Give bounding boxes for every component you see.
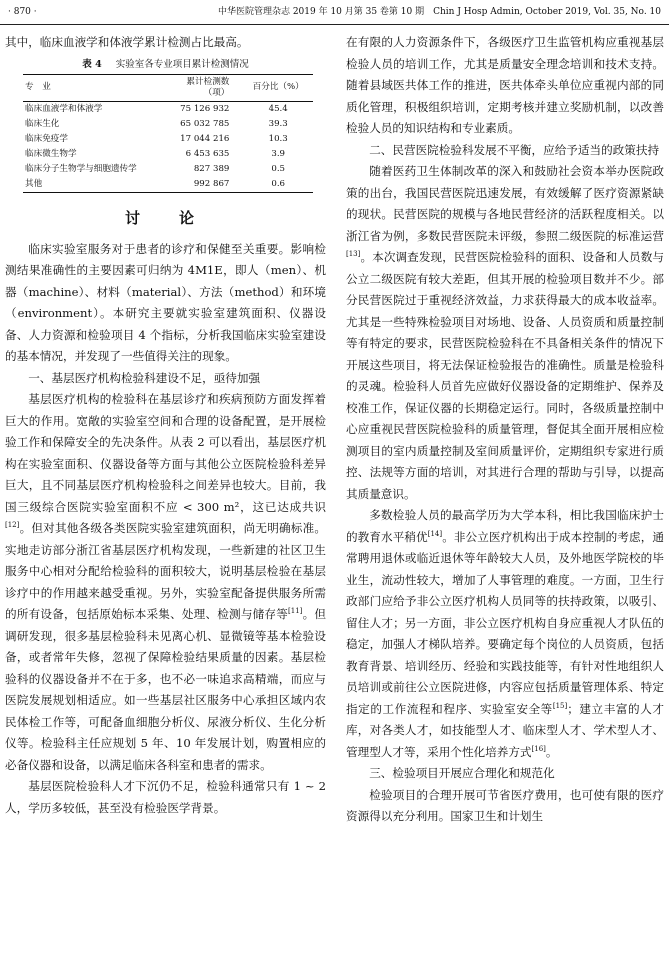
table-header-row [23,74,313,101]
paragraph-primary-care [5,389,326,776]
table-row [23,162,313,177]
table-row [23,117,313,132]
text-run: 。但对其他各级各类医院实验室建筑面积，尚无明确标准。实地走访部分浙江省基层医疗机构发现，一些新建的社区卫生服务中心相对分配给检验科的面积较大，说明基层检验在基层诊疗中的作用越来越受重视。另外，实验室配备提供服务所需的所有设备，包括原始标本采集、处理、检测与储存等 [5,521,326,621]
table-title: 实验室各专业项目累计检测情况 [115,58,249,70]
text-run: 。 [545,744,558,759]
table-cell: 39.3 [268,118,288,129]
table-cell: 0.5 [271,163,286,174]
text-run: 。非公立医疗机构出于成本控制的考虑，通常聘用退休或临近退休等年龄较大人员，及外地医学院校的毕业生，流动性较大，增加了人事管理的难度。一方面，卫生行政部门应给予非公立医疗机构人员同等的扶持政策，以吸引、留住人才；另一方面，非公立医疗机构自身应重视人才队伍的稳定，加强人才梯队培养。要确定每个岗位的人员资质，包括教育背景、培训经历、经验和实践技能等，有针对性地组织人员培训或前往公立医院进修，内容应包括质量管理体系、特定指定的工作流程和程序、实验室安全等 [346,529,664,716]
table-cell: 临床免疫学 [25,133,68,144]
table-label: 表 4 [82,58,102,70]
table-row [23,132,313,147]
page-header [0,0,669,25]
table-cell: 75 126 932 [180,103,230,114]
intro-paragraph: 其中，临床血液学和体液学累计检测占比最高。 [5,35,249,49]
text-run: ；建立丰富的人才库，对各类人才，如技能型人才、临床型人才、学术型人才、管理型人才等，采用个性化培养方式 [346,701,664,759]
table-cell: 45.4 [268,103,288,114]
subheading-3: 三、检验项目开展应合理化和规范化 [369,766,555,780]
paragraph-education [346,505,664,763]
section-title: 讨 论 [124,208,206,227]
table-cell: 0.6 [271,178,286,189]
table-cell: 992 867 [193,178,230,189]
citation-ref: [12] [5,521,20,530]
left-column [5,32,326,819]
citation-ref: [13] [346,250,361,259]
discussion-paragraph: 临床实验室服务对于患者的诊疗和保健至关重要。影响检测结果准确性的主要因素可归纳为 4M1E，即人（men）、机器（machine）、材料（material）、方法（method）和环境（environment）。本研究主要就实验室建筑面积、仪器设备、人力资源和检验项目 4 个指标，分析我国临床实验室建设的基本情况，并发现了一些值得关注的现象。 [5,241,326,363]
text-run: 随着医药卫生体制改革的深入和鼓励社会资本举办医院政策的出台，我国民营医院迅速发展，有效缓解了医疗资源紧缺的现状。民营医院的规模与各地民营经济的活跃程度相关。以浙江省为例，多数民营医院未评级，参照二级医院的标准运营 [346,164,664,243]
table-cell: 3.9 [271,148,286,159]
table-cell: 临床分子生物学与细胞遗传学 [25,163,137,174]
specialty-table [23,74,313,193]
table-cell: 6 453 635 [185,148,230,159]
citation-ref: [11] [288,607,303,616]
text-run: 基层医疗机构的检验科在基层诊疗和疾病预防方面发挥着巨大的作用。宽敞的实验室空间和合理的设备配置，是开展检验工作和保障安全的先决条件。从表 2 可以看出，基层医疗机构在实验室面积、仪器设备等方面与其他公立医院检验科差异巨大，且不同基层医疗机构检验科之间差异也较大。目前，我国三级综合医院实验室面积不应 < 300 m²，这已达成共识 [5,392,326,514]
table-row [23,101,313,117]
paragraph-tests: 检验项目的合理开展可节省医疗费用，也可使有限的医疗资源得以充分利用。国家卫生和计划生 [346,787,664,823]
text-run: 。本次调查发现，民营医院检验科的面积、设备和人员数与公立二级医院有较大差距，但其开展的检验项目数并不少。部分民营医院过于重视经济效益，力求获得最大的成本收益率。尤其是一些特殊检验项目对场地、设备、人员资质和质量控制等有特定的要求，民营医院检验科在不具备相关条件的情况下开展这些项目，将无法保证检验报告的准确性。质量是检验科的灵魂。检验科人员首先应做好仪器设备的定期维护、保养及校准工作，保证仪器的长期稳定运行。同时，各级质量控制中心应重视民营医院检验科的质量管理，督促其全面开展相应检测项目的室内质量控制及室间质量评价，定期组织专家进行质控、法规等方面的培训，对其进行合理的帮助与引导，以提高其质量意识。 [346,250,664,501]
header-count: 累计检测数（项） [186,76,230,98]
journal-citation: 中华医院管理杂志 2019 年 10 月第 35 卷第 10 期 Chin J Hosp Admin, October 2019, Vol. 35, No. 10 [217,7,661,17]
table-cell: 827 389 [193,163,230,174]
text-run: 。但调研发现，很多基层检验科未见离心机、显微镜等基本检验设备，或者常年失修，忽视了保障检验结果质量的因素。基层检验科的仪器设备并不在于多，也不必一味追求高精端，而应与医院发展规划相适应。如一些基层社区服务中心承担区域内农民体检工作等，可配备血细胞分析仪、尿液分析仪、生化分析仪等。检验科主任应规划 5 年、10 年发展计划，购置相应的必备仪器和设备，以满足临床各科室和患者的需求。 [5,607,326,772]
table-cell: 其他 [25,178,43,189]
table-cell: 临床微生物学 [25,148,77,159]
table-caption [5,58,326,72]
citation-ref: [14] [427,529,443,538]
subheading-2: 二、民营医院检验科发展不平衡，应给予适当的政策扶持 [369,142,660,157]
header-percent: 百分比（%） [252,82,304,92]
citation-ref: [16] [531,744,546,753]
table-cell: 65 032 785 [180,118,230,129]
paragraph-staff: 基层医院检验科人才下沉仍不足，检验科通常只有 1 ~ 2 人，学历多较低，甚至没有检验医学背景。 [5,779,326,815]
table-row [23,147,313,162]
paragraph-training: 在有限的人力资源条件下，各级医疗卫生监管机构应重视基层检验人员的培训工作，尤其是质量安全理念培训和技术支持。随着县域医共体工作的推进，医共体牵头单位应重视内部的同质化管理，积极组织培训，定期考核并建立奖励机制，以改善检验人员的知识结构和专业素质。 [346,35,664,135]
table-cell: 临床生化 [25,118,60,129]
page-number: · 870 · [8,7,37,17]
header-specialty: 专 业 [25,82,51,92]
table-cell: 10.3 [268,133,288,144]
right-column [346,32,664,828]
citation-ref: [15] [552,701,568,710]
paragraph-private-hospitals [346,161,664,505]
subheading-1: 一、基层医疗机构检验科建设不足，亟待加强 [28,370,261,385]
table-cell: 临床血液学和体液学 [25,103,103,114]
table-cell: 17 044 216 [180,133,230,144]
text-run: 多数检验人员的最高学历为大学本科，相比我国临床护士的教育水平稍优 [346,508,664,544]
table-row [23,177,313,193]
